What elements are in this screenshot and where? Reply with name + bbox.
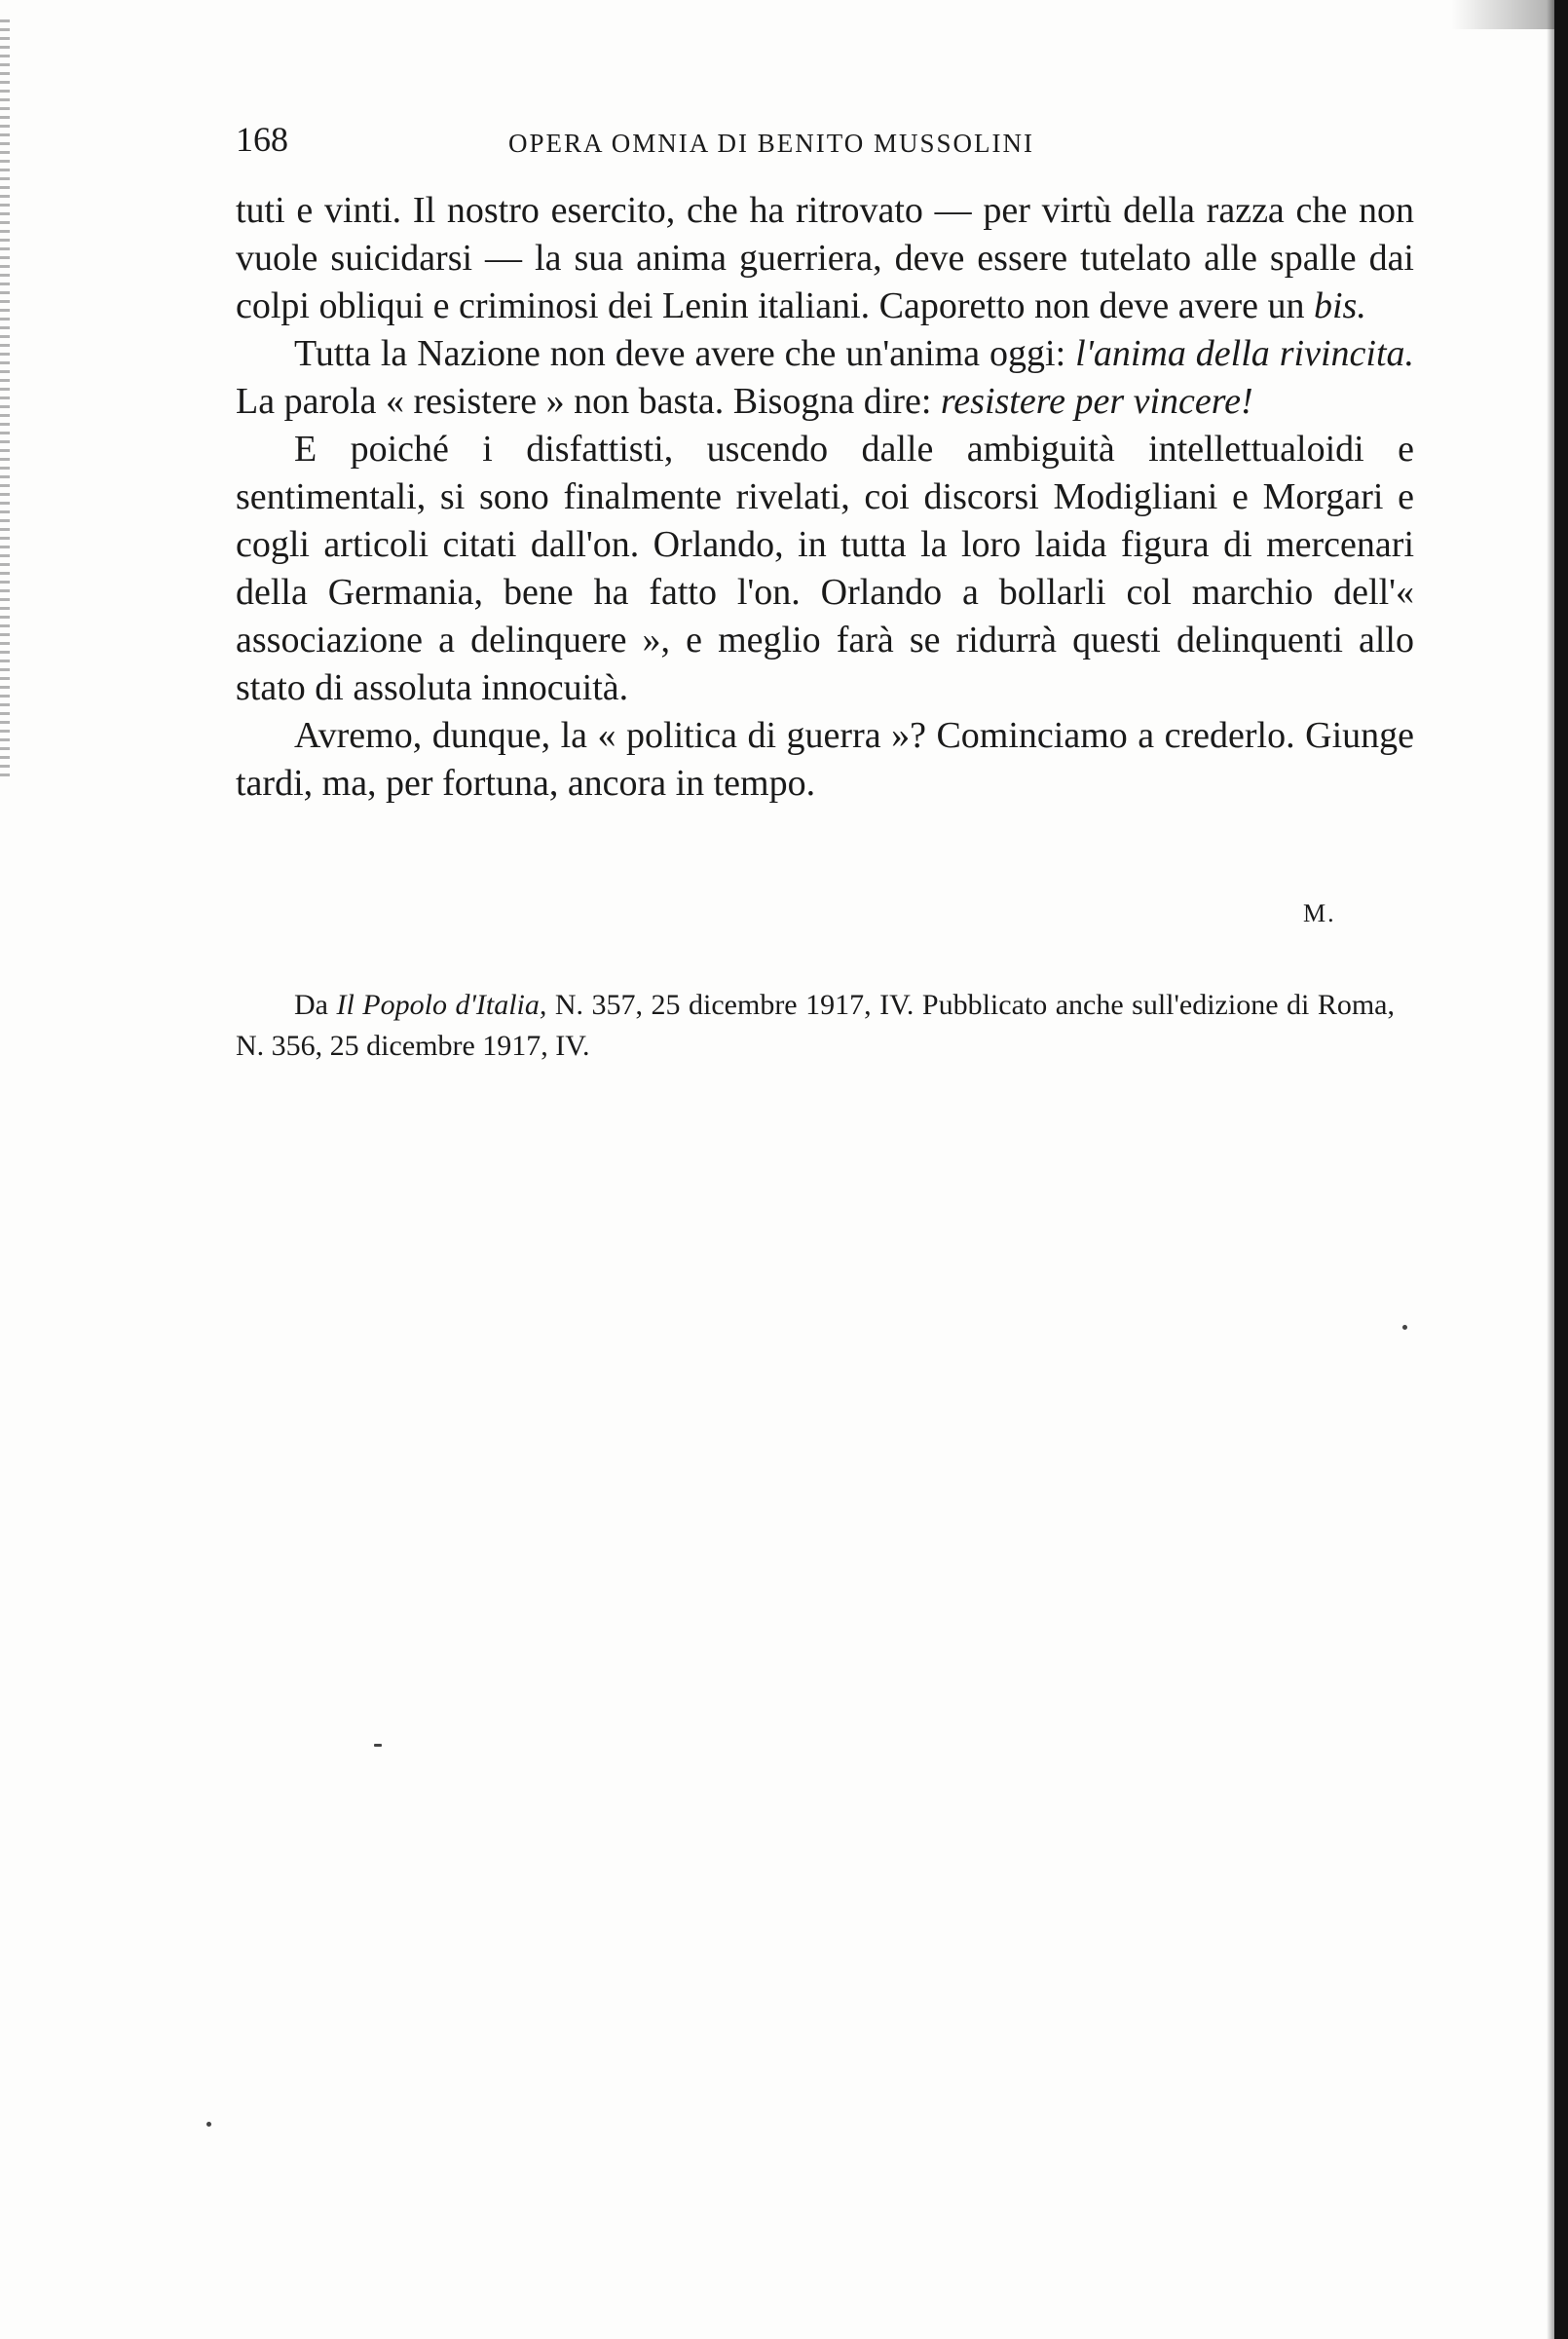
scan-speck bbox=[1402, 1325, 1407, 1330]
source-prefix: Da bbox=[294, 989, 337, 1021]
page-number: 168 bbox=[236, 120, 288, 159]
scan-edge-right bbox=[1554, 0, 1568, 2339]
paragraph-4: Avremo, dunque, la « politica di guerra »? Cominciamo a crederlo. Giunge tardi, ma, per fortuna, ancora in tempo. bbox=[236, 715, 1414, 804]
scan-speck bbox=[206, 2122, 211, 2127]
paragraph-2-italic-1: l'anima della rivincita. bbox=[1075, 333, 1414, 374]
paragraph-2 bbox=[236, 330, 1414, 426]
paragraph-1-italic: bis. bbox=[1313, 285, 1366, 326]
paragraph-2-text-b: La parola « resistere » non basta. Bisogna dire: bbox=[236, 381, 941, 422]
paragraph-3: E poiché i disfattisti, uscendo dalle ambiguità intellettualoidi e sentimentali, si sono finalmente rivelati, coi discorsi Modigliani e Morgari e cogli articoli citati dall'on. Orlando, in tutta la loro laida figura di mercenari della Germania, bene ha fatto l'on. Orlando a bollarli col marchio dell'« associazione a delinquere », e meglio farà se ridurrà questi delinquenti allo stato di assoluta innocuità. bbox=[236, 429, 1414, 708]
scan-edge-right-shadow bbox=[1547, 0, 1554, 2339]
source-newspaper: Il Popolo d'Italia, bbox=[336, 989, 547, 1021]
author-signature: M. bbox=[1303, 899, 1336, 927]
page-header bbox=[236, 115, 1414, 164]
running-title: OPERA OMNIA DI BENITO MUSSOLINI bbox=[508, 129, 1035, 158]
scan-edge-left bbox=[0, 19, 10, 779]
source-rest: N. 357, 25 dicembre 1917, IV. Pubblicato anche sull'edizione di Roma, N. 356, 25 dicembre 1917, IV. bbox=[236, 989, 1396, 1062]
article-body bbox=[236, 187, 1414, 808]
paragraph-1 bbox=[236, 187, 1414, 330]
scan-speck bbox=[374, 1744, 382, 1747]
paragraph-2-italic-2: resistere per vincere! bbox=[940, 381, 1253, 422]
source-note bbox=[236, 985, 1395, 1067]
paragraph-1-text: tuti e vinti. Il nostro esercito, che ha ritrovato — per virtù della razza che non vuole suicidarsi — la sua anima guerriera, deve essere tutelato alle spalle dai colpi obliqui e criminosi dei Lenin italiani. Caporetto non deve avere un bbox=[236, 190, 1414, 326]
paragraph-2-text-a: Tutta la Nazione non deve avere che un'anima oggi: bbox=[294, 333, 1076, 374]
